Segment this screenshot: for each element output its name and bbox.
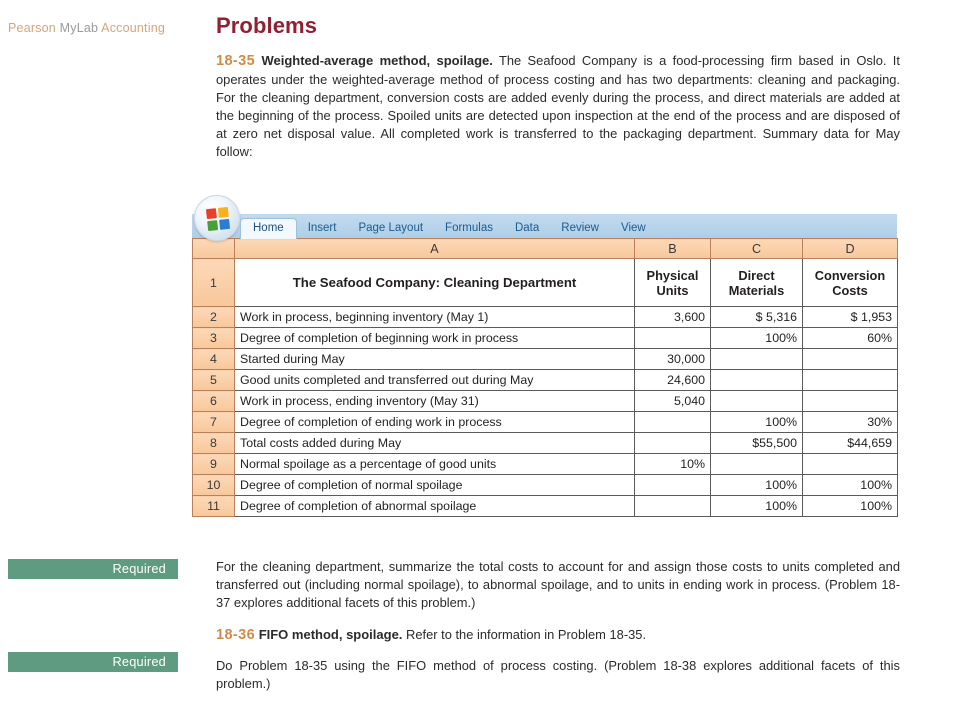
- cell-b1-line1: Physical: [646, 267, 699, 283]
- row-header-11[interactable]: 11: [193, 496, 235, 517]
- table-row: [193, 475, 898, 496]
- cell-c9[interactable]: [711, 454, 803, 475]
- tail-content: [216, 558, 900, 693]
- office-orb-glyph: [206, 207, 230, 231]
- table-row: [193, 454, 898, 475]
- problem-18-35-number: 18-35: [216, 53, 256, 70]
- cell-d2[interactable]: $ 1,953: [803, 307, 898, 328]
- cell-a6[interactable]: Work in process, ending inventory (May 31): [235, 391, 635, 412]
- cell-b9[interactable]: 10%: [635, 454, 711, 475]
- problem-18-36-number: 18-36: [216, 626, 256, 643]
- cell-d7[interactable]: 30%: [803, 412, 898, 433]
- row-header-5[interactable]: 5: [193, 370, 235, 391]
- main-content: [216, 0, 900, 175]
- cell-c1-line1: Direct: [738, 267, 775, 283]
- cell-c1[interactable]: [711, 259, 803, 307]
- problem-18-35-title: Weighted-average method, spoilage.: [261, 53, 493, 69]
- cell-c3[interactable]: 100%: [711, 328, 803, 349]
- brand-word-pearson: Pearson: [8, 21, 60, 35]
- cell-d3[interactable]: 60%: [803, 328, 898, 349]
- spreadsheet-figure: [192, 214, 897, 517]
- cell-a3[interactable]: Degree of completion of beginning work in process: [235, 328, 635, 349]
- problem-18-35-body: The Seafood Company is a food-processing firm based in Oslo. It operates under the weighted-average method of process costing and has two departments: cleaning and packaging. For the cleaning department, conversion costs are added evenly during the process, and direct materials are added at the beginning of the process. Spoiled units are detected upon inspection at the end of the process and are disposed of at zero net disposal value. All completed work is transferred to the packaging department. Summary data for May follow:: [216, 53, 900, 160]
- column-header-corner[interactable]: [193, 239, 235, 259]
- cell-d1-line1: Conversion: [814, 267, 886, 283]
- cell-d8[interactable]: $44,659: [803, 433, 898, 454]
- cell-d11[interactable]: 100%: [803, 496, 898, 517]
- cell-d9[interactable]: [803, 454, 898, 475]
- ribbon-tab-strip: [240, 214, 897, 238]
- cell-a5[interactable]: Good units completed and transferred out during May: [235, 370, 635, 391]
- orb-square-yellow: [218, 207, 229, 218]
- cell-c8[interactable]: $55,500: [711, 433, 803, 454]
- spreadsheet-ribbon: [192, 214, 897, 238]
- cell-c11[interactable]: 100%: [711, 496, 803, 517]
- row-header-2[interactable]: 2: [193, 307, 235, 328]
- cell-b2[interactable]: 3,600: [635, 307, 711, 328]
- cell-a9[interactable]: Normal spoilage as a percentage of good units: [235, 454, 635, 475]
- problem-18-35-required-text: For the cleaning department, summarize the total costs to account for and assign those costs to units completed and transferred out (including normal spoilage), to abnormal spoilage, and to units in ending work in process. (Problem 18-37 explores additional facets of this problem.): [216, 559, 900, 611]
- problem-18-36-body: Refer to the information in Problem 18-35.: [406, 626, 647, 642]
- required-badge-18-36: Required: [8, 652, 178, 672]
- cell-a4[interactable]: Started during May: [235, 349, 635, 370]
- ribbon-tab-home[interactable]: Home: [240, 218, 297, 239]
- ribbon-tab-formulas[interactable]: Formulas: [445, 222, 493, 234]
- table-row: [193, 433, 898, 454]
- page-title: Problems: [216, 13, 318, 38]
- cell-c4[interactable]: [711, 349, 803, 370]
- cell-b6[interactable]: 5,040: [635, 391, 711, 412]
- cell-b1[interactable]: [635, 259, 711, 307]
- cell-c5[interactable]: [711, 370, 803, 391]
- column-header-a[interactable]: A: [235, 239, 635, 259]
- cell-b10[interactable]: [635, 475, 711, 496]
- row-header-7[interactable]: 7: [193, 412, 235, 433]
- row-header-6[interactable]: 6: [193, 391, 235, 412]
- cell-a2[interactable]: Work in process, beginning inventory (May 1): [235, 307, 635, 328]
- cell-c7[interactable]: 100%: [711, 412, 803, 433]
- table-row: [193, 307, 898, 328]
- column-header-c[interactable]: C: [711, 239, 803, 259]
- table-row: [193, 412, 898, 433]
- table-row: [193, 370, 898, 391]
- brand-word-mylab: MyLab: [59, 21, 102, 35]
- brand-word-accounting: Accounting: [101, 21, 166, 35]
- column-header-b[interactable]: B: [635, 239, 711, 259]
- row-header-10[interactable]: 10: [193, 475, 235, 496]
- row-header-9[interactable]: 9: [193, 454, 235, 475]
- cell-c10[interactable]: 100%: [711, 475, 803, 496]
- problem-18-35-paragraph: [216, 52, 900, 161]
- cell-a1[interactable]: The Seafood Company: Cleaning Department: [235, 259, 635, 307]
- row-header-8[interactable]: 8: [193, 433, 235, 454]
- ribbon-tab-insert[interactable]: Insert: [307, 222, 337, 234]
- cell-b3[interactable]: [635, 328, 711, 349]
- office-orb-icon[interactable]: [194, 195, 240, 241]
- problem-18-36-required-text: Do Problem 18-35 using the FIFO method of process costing. (Problem 18-38 explores additional facets of this problem.): [216, 657, 900, 692]
- cell-d5[interactable]: [803, 370, 898, 391]
- cell-c1-line2: Materials: [728, 282, 785, 298]
- cell-a8[interactable]: Total costs added during May: [235, 433, 635, 454]
- cell-a7[interactable]: Degree of completion of ending work in process: [235, 412, 635, 433]
- table-row: [193, 349, 898, 370]
- problem-18-35: [216, 52, 900, 161]
- column-header-row: [193, 239, 898, 259]
- ribbon-tab-data[interactable]: Data: [514, 222, 540, 234]
- cell-d4[interactable]: [803, 349, 898, 370]
- cell-a11[interactable]: Degree of completion of abnormal spoilage: [235, 496, 635, 517]
- spacer: [216, 613, 900, 626]
- required-badge-18-35: Required: [8, 559, 178, 579]
- ribbon-tab-page-layout[interactable]: Page Layout: [358, 222, 424, 234]
- cell-d6[interactable]: [803, 391, 898, 412]
- cell-c6[interactable]: [711, 391, 803, 412]
- cell-c2[interactable]: $ 5,316: [711, 307, 803, 328]
- brand-label: [8, 21, 188, 35]
- spacer: [216, 644, 900, 657]
- orb-square-green: [207, 220, 218, 231]
- cell-b11[interactable]: [635, 496, 711, 517]
- row-header-1[interactable]: 1: [193, 259, 235, 307]
- cell-a10[interactable]: Degree of completion of normal spoilage: [235, 475, 635, 496]
- row-header-4[interactable]: 4: [193, 349, 235, 370]
- problem-18-36-paragraph: [216, 626, 900, 644]
- column-header-d[interactable]: D: [803, 239, 898, 259]
- cell-d1-line2: Costs: [832, 282, 868, 298]
- cell-b7[interactable]: [635, 412, 711, 433]
- cell-b4[interactable]: 30,000: [635, 349, 711, 370]
- orb-square-red: [206, 208, 217, 219]
- orb-square-blue: [219, 219, 230, 230]
- table-row: [193, 328, 898, 349]
- problem-18-36-title: FIFO method, spoilage.: [258, 626, 403, 642]
- cell-d10[interactable]: 100%: [803, 475, 898, 496]
- row-header-3[interactable]: 3: [193, 328, 235, 349]
- table-row: [193, 391, 898, 412]
- table-row: [193, 259, 898, 307]
- cell-b8[interactable]: [635, 433, 711, 454]
- worksheet-grid: [192, 238, 898, 517]
- cell-b5[interactable]: 24,600: [635, 370, 711, 391]
- table-row: [193, 496, 898, 517]
- ribbon-tab-review[interactable]: Review: [561, 222, 599, 234]
- cell-b1-line2: Units: [656, 282, 689, 298]
- ribbon-tab-view[interactable]: View: [621, 222, 646, 234]
- cell-d1[interactable]: [803, 259, 898, 307]
